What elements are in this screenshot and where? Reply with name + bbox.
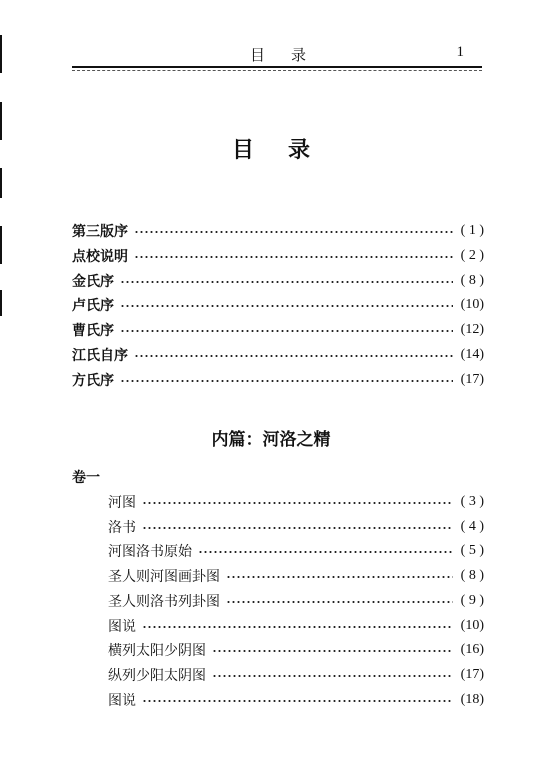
scan-edge-mark (0, 35, 2, 73)
dot-leader (134, 256, 453, 258)
toc-entry (72, 294, 484, 316)
toc-entry-label: 圣人则洛书列卦图 (108, 593, 220, 610)
toc-entry (108, 639, 484, 661)
running-head-title: 目录 (250, 46, 333, 64)
dot-leader (142, 700, 453, 702)
dot-leader (120, 281, 453, 283)
dot-leader (226, 601, 453, 603)
toc-entry (108, 664, 484, 686)
dot-leader (134, 355, 453, 357)
scan-edge-mark (0, 290, 2, 316)
toc-entry-label: 图说 (108, 692, 136, 709)
toc-entry-label: 圣人则河图画卦图 (108, 569, 220, 586)
toc-entry-label: 洛书 (108, 519, 136, 536)
toc-entry (72, 245, 484, 267)
toc-entry (108, 540, 484, 562)
dot-leader (134, 231, 453, 233)
dot-leader (142, 502, 453, 504)
dot-leader (120, 380, 453, 382)
page-title: 目录 (231, 138, 344, 163)
toc-entry (72, 220, 484, 242)
scan-edge-mark (0, 168, 2, 198)
toc-entry-label: 江氏自序 (72, 348, 128, 364)
toc-entry-page: ( 4 ) (460, 518, 484, 534)
section-title: 内篇：河洛之精 (211, 430, 331, 450)
toc-entry (108, 565, 484, 587)
toc-entry-page: (17) (460, 371, 484, 387)
toc-entry-page: (17) (460, 666, 484, 682)
toc-entry-label: 图说 (108, 618, 136, 635)
running-head (72, 44, 482, 64)
dot-leader (142, 527, 453, 529)
header-rule-thin (72, 70, 482, 71)
scan-edge-mark (0, 226, 2, 264)
dot-leader (142, 626, 453, 628)
toc-entry (72, 344, 484, 366)
dot-leader (212, 650, 453, 652)
toc-entry-label: 卢氏序 (72, 298, 114, 315)
toc-entry-label: 河图洛书原始 (108, 544, 192, 561)
toc-entry-label: 金氏序 (72, 273, 114, 290)
header-rule (72, 66, 482, 68)
toc-entry (108, 516, 484, 538)
toc-entry-page: ( 5 ) (460, 543, 484, 559)
toc-entry-label: 横列太阳少阴图 (108, 643, 206, 660)
toc-entry (72, 270, 484, 292)
toc-entry-label: 纵列少阳太阴图 (108, 667, 206, 684)
toc-entry-page: ( 9 ) (460, 592, 484, 608)
toc-entry-label: 河图 (108, 495, 136, 511)
toc-entry-page: (16) (460, 642, 484, 658)
toc-entry-page: (18) (460, 691, 484, 707)
toc-entry (108, 615, 484, 637)
toc-entry (72, 369, 484, 391)
toc-entry (108, 590, 484, 612)
dot-leader (120, 305, 453, 307)
toc-entry-label: 曹氏序 (72, 323, 114, 340)
toc-entry-page: ( 2 ) (460, 247, 484, 263)
toc-entry-page: (14) (460, 347, 484, 362)
toc-entry-page: ( 8 ) (460, 272, 484, 288)
toc-entry-page: ( 8 ) (460, 568, 484, 584)
toc-entry-page: (12) (460, 322, 484, 338)
page-number: 1 (456, 44, 464, 60)
juan-title: 卷一 (72, 470, 100, 486)
dot-leader (226, 576, 453, 578)
dot-leader (120, 330, 453, 332)
dot-leader (212, 675, 453, 677)
toc-entry-page: (10) (460, 617, 484, 633)
toc-entry-page: ( 3 ) (460, 494, 484, 509)
toc-entry (108, 689, 484, 711)
toc-entry (108, 491, 484, 513)
toc-entry-label: 点校说明 (72, 248, 128, 265)
dot-leader (198, 551, 453, 553)
toc-entry-label: 第三版序 (72, 224, 128, 240)
toc-entry-label: 方氏序 (72, 372, 114, 389)
toc-entry-page: (10) (460, 297, 484, 313)
toc-entry-page: ( 1 ) (460, 223, 484, 238)
toc-entry (72, 319, 484, 341)
